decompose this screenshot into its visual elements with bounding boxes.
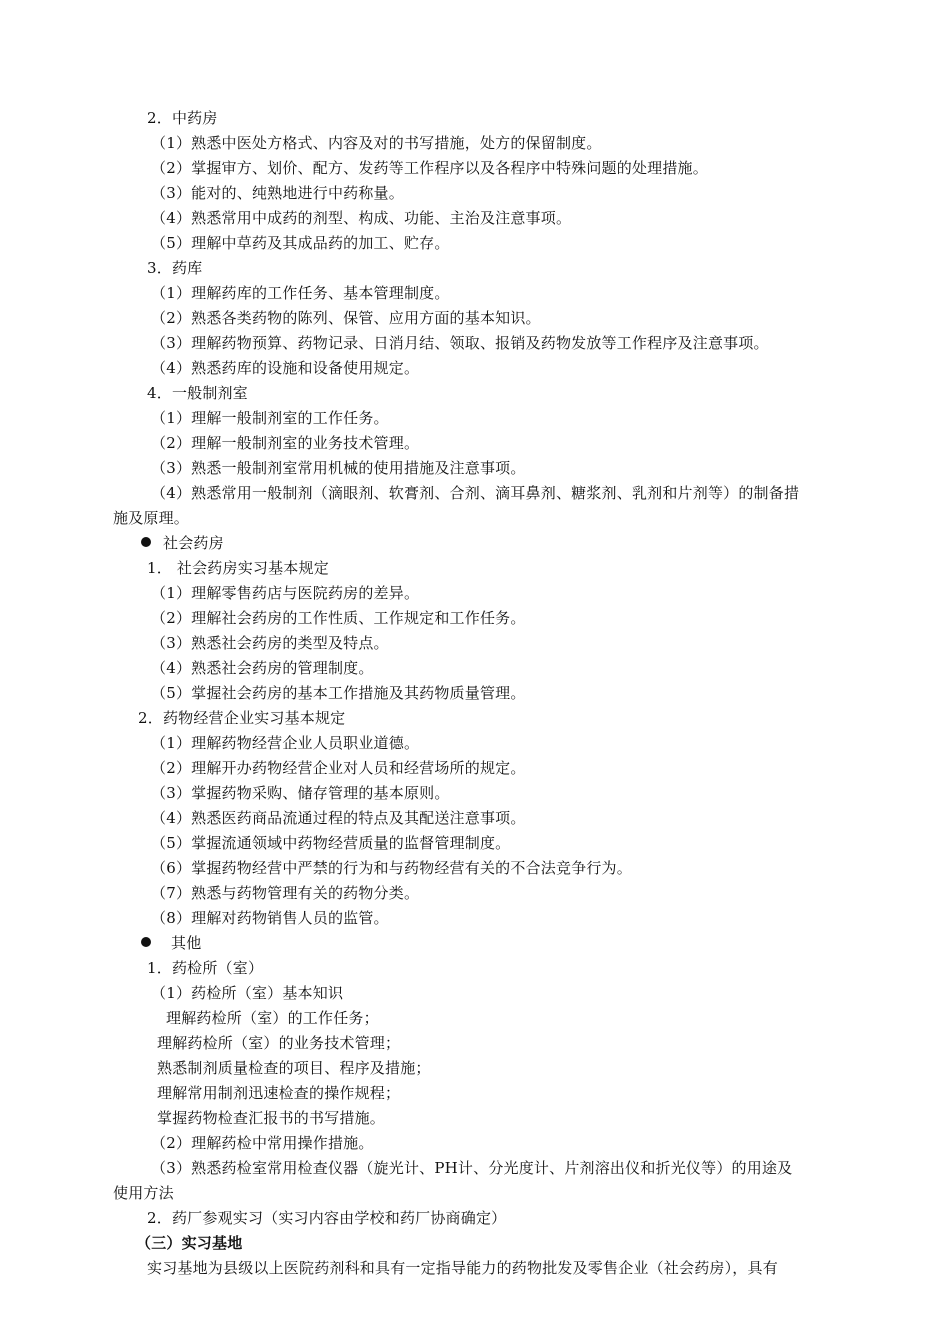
section-heading: 2．药物经营企业实习基本规定 [138, 709, 346, 727]
list-item: （2）理解社会药房的工作性质、工作规定和工作任务。 [151, 609, 526, 627]
list-item: （3）熟悉社会药房的类型及特点。 [151, 634, 389, 652]
list-item: （6）掌握药物经营中严禁的行为和与药物经营有关的不合法竞争行为。 [151, 859, 632, 877]
list-item: （1）药检所（室）基本知识 [151, 984, 344, 1002]
list-item: （1）理解零售药店与医院药房的差异。 [151, 584, 420, 602]
section-heading: 1． 社会药房实习基本规定 [147, 559, 329, 577]
section-heading-drug-store: 3．药库 [147, 259, 203, 277]
section-heading-chinese-pharmacy: 2．中药房 [147, 109, 218, 127]
bullet-heading-community-pharmacy [141, 532, 224, 554]
list-item: （1）理解药物经营企业人员职业道德。 [151, 734, 420, 752]
bullet-heading-other [141, 932, 201, 954]
list-item: （1）熟悉中医处方格式、内容及对的书写措施，处方的保留制度。 [151, 134, 602, 152]
bullet-icon [141, 937, 151, 947]
list-item: （2）掌握审方、划价、配方、发药等工作程序以及各程序中特殊问题的处理措施。 [151, 159, 708, 177]
list-item: （2）理解一般制剂室的业务技术管理。 [151, 434, 420, 452]
section-heading-prep-room: 4．一般制剂室 [147, 384, 248, 402]
bullet-heading-label: 社会药房 [163, 534, 224, 552]
list-item: （5）掌握流通领域中药物经营质量的监督管理制度。 [151, 834, 511, 852]
list-item: （5）掌握社会药房的基本工作措施及其药物质量管理。 [151, 684, 526, 702]
list-item: （5）理解中草药及其成品药的加工、贮存。 [151, 234, 450, 252]
sub-item: 理解药检所（室）的业务技术管理； [157, 1034, 401, 1052]
list-item: （1）理解一般制剂室的工作任务。 [151, 409, 389, 427]
paragraph: 实习基地为县级以上医院药剂科和具有一定指导能力的药物批发及零售企业（社会药房），具有 [147, 1259, 778, 1277]
sub-item: 理解药检所（室）的工作任务； [166, 1009, 379, 1027]
list-item: （8）理解对药物销售人员的监管。 [151, 909, 389, 927]
list-item: （4）熟悉医药商品流通过程的特点及其配送注意事项。 [151, 809, 526, 827]
sub-item: 掌握药物检查汇报书的书写措施。 [157, 1109, 386, 1127]
sub-item: 理解常用制剂迅速检查的操作规程； [157, 1084, 401, 1102]
section-heading-internship-base: （三）实习基地 [136, 1234, 243, 1252]
bullet-icon [141, 537, 151, 547]
list-item-continuation: 施及原理。 [113, 509, 190, 527]
list-item: （4）熟悉常用一般制剂（滴眼剂、软膏剂、合剂、滴耳鼻剂、糖浆剂、乳剂和片剂等）的制备措 [151, 484, 800, 502]
list-item: （4）熟悉药库的设施和设备使用规定。 [151, 359, 420, 377]
list-item-continuation: 使用方法 [113, 1184, 174, 1202]
bullet-heading-label: 其他 [171, 934, 202, 952]
list-item: （7）熟悉与药物管理有关的药物分类。 [151, 884, 420, 902]
list-item: （4）熟悉社会药房的管理制度。 [151, 659, 374, 677]
list-item: （4）熟悉常用中成药的剂型、构成、功能、主治及注意事项。 [151, 209, 572, 227]
list-item: （3）能对的、纯熟地进行中药称量。 [151, 184, 404, 202]
list-item: （3）掌握药物采购、储存管理的基本原则。 [151, 784, 450, 802]
sub-item: 熟悉制剂质量检查的项目、程序及措施； [157, 1059, 431, 1077]
list-item: （2）理解开办药物经营企业对人员和经营场所的规定。 [151, 759, 526, 777]
list-item: （3）熟悉药检室常用检查仪器（旋光计、PH计、分光度计、片剂溶出仪和折光仪等）的用途及 [151, 1159, 793, 1177]
list-item: （2）理解药检中常用操作措施。 [151, 1134, 374, 1152]
list-item: （3）熟悉一般制剂室常用机械的使用措施及注意事项。 [151, 459, 526, 477]
section-heading: 1．药检所（室） [147, 959, 264, 977]
list-item: （1）理解药库的工作任务、基本管理制度。 [151, 284, 450, 302]
list-item: （3）理解药物预算、药物记录、日消月结、领取、报销及药物发放等工作程序及注意事项。 [151, 334, 769, 352]
list-item: （2）熟悉各类药物的陈列、保管、应用方面的基本知识。 [151, 309, 541, 327]
section-heading: 2．药厂参观实习（实习内容由学校和药厂协商确定） [147, 1209, 507, 1227]
